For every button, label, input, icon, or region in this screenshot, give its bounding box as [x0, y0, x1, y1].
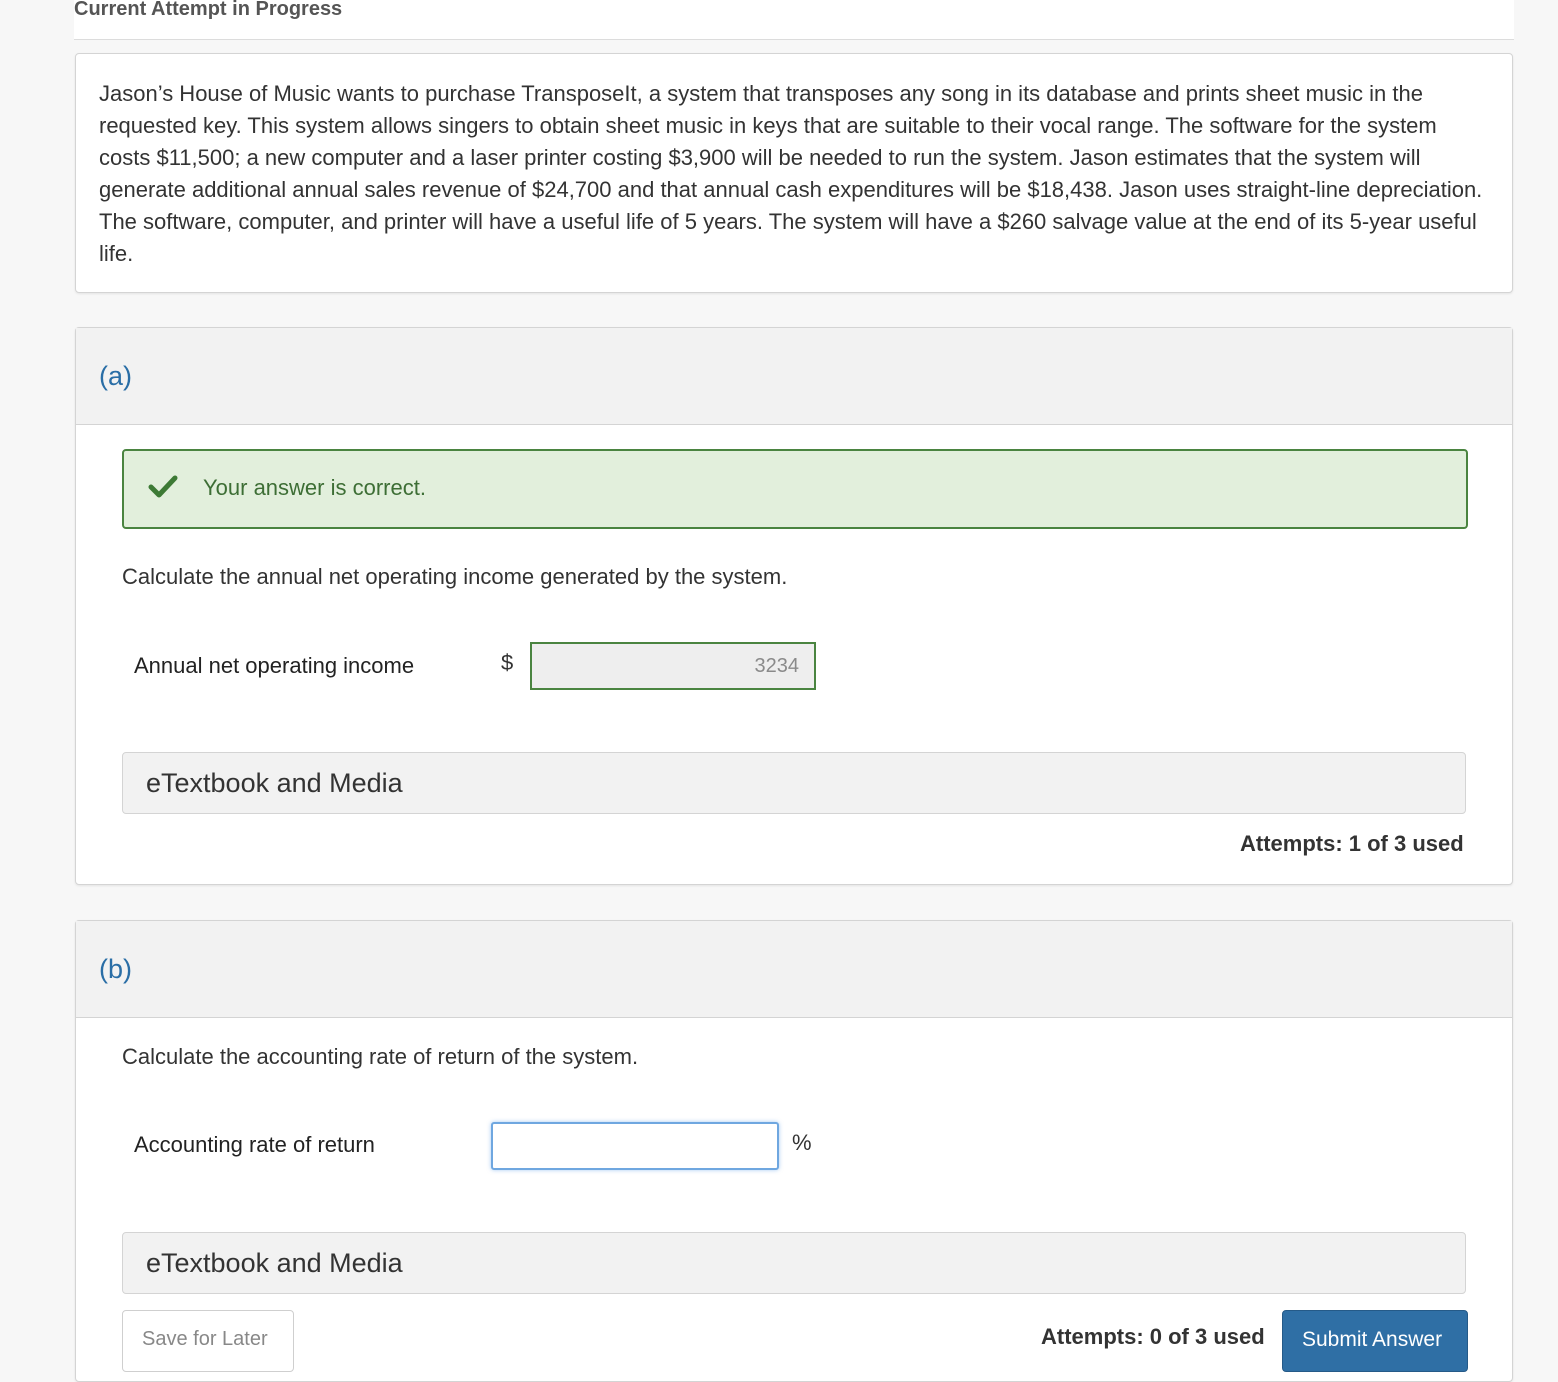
currency-symbol: $ [501, 650, 514, 675]
submit-answer-button[interactable] [1282, 1310, 1468, 1372]
feedback-text: Your answer is correct. [203, 475, 426, 500]
part-b-card [75, 920, 1513, 1382]
etextbook-media-toggle-b[interactable] [122, 1232, 1466, 1294]
part-b-label: (b) [99, 954, 132, 984]
problem-card [75, 53, 1513, 293]
part-b-header [76, 921, 1512, 1018]
accounting-rate-input[interactable] [491, 1122, 779, 1170]
part-a-label: (a) [99, 361, 132, 391]
correct-feedback-banner [122, 449, 1468, 529]
problem-text: Jason’s House of Music wants to purchase TransposeIt, a system that transposes any song in its database and prints sheet music in the requested key. This system allows singers to obtain sheet music in keys that are suitable to their vocal range. The software for the system costs $11,500; a new computer and a laser printer costing $3,900 will be needed to run the system. Jason estimates that the system will generate additional annual sales revenue of $24,700 and that annual cash expenditures will be $18,438. Jason uses straight-line depreciation. The software, computer, and printer will have a useful life of 5 years. The system will have a $260 salvage value at the end of its 5-year useful life. [99, 81, 1483, 266]
attempts-counter-b: Attempts: 0 of 3 used [1041, 1324, 1265, 1349]
part-a-question: Calculate the annual net operating income generated by the system. [122, 564, 788, 589]
save-for-later-label: Save for Later [142, 1328, 268, 1350]
etextbook-media-toggle-a[interactable] [122, 752, 1466, 814]
answer-value: 3234 [754, 655, 799, 677]
accounting-rate-field[interactable] [493, 1124, 777, 1168]
net-operating-income-answer [530, 642, 816, 690]
etextbook-media-label: eTextbook and Media [146, 768, 403, 798]
attempts-counter-a: Attempts: 1 of 3 used [1240, 831, 1464, 856]
percent-unit: % [792, 1130, 812, 1155]
submit-answer-label: Submit Answer [1302, 1328, 1443, 1351]
net-operating-income-label: Annual net operating income [134, 653, 415, 678]
attempt-title: Current Attempt in Progress [74, 0, 343, 20]
save-for-later-button[interactable] [122, 1310, 294, 1372]
etextbook-media-label: eTextbook and Media [146, 1248, 403, 1278]
part-b-question: Calculate the accounting rate of return of the system. [122, 1044, 639, 1069]
checkmark-icon [148, 475, 178, 499]
attempt-header [74, 0, 1514, 40]
accounting-rate-label: Accounting rate of return [134, 1132, 375, 1157]
part-a-card [75, 327, 1513, 885]
part-a-header [76, 328, 1512, 425]
